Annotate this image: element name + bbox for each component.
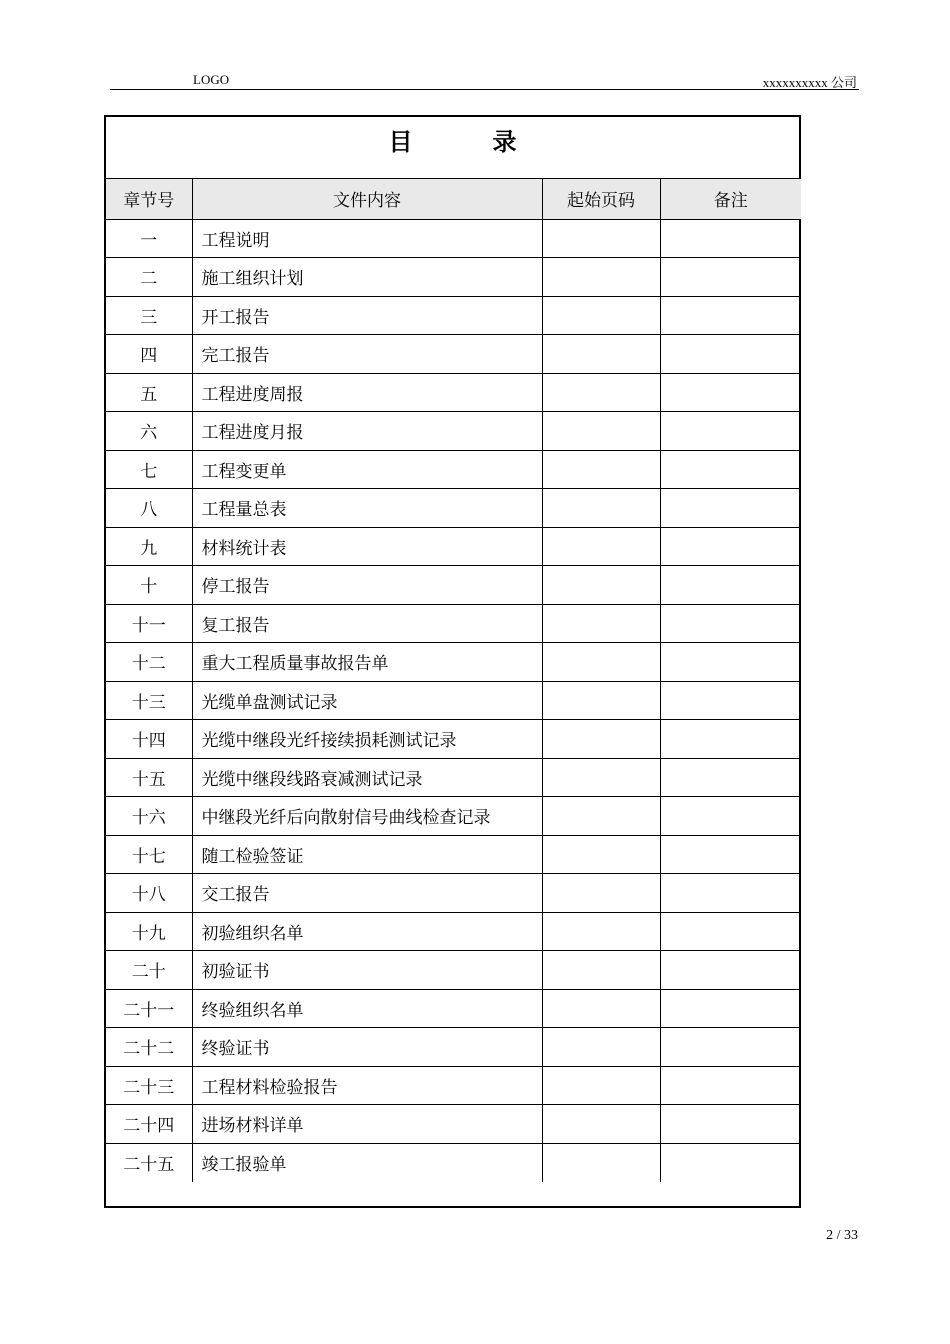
note-cell xyxy=(660,912,801,951)
table-row xyxy=(106,489,801,528)
start-page-cell xyxy=(542,1066,660,1105)
toc-table-frame xyxy=(104,115,801,1208)
column-header-note: 备注 xyxy=(660,179,801,219)
chapter-number-cell: 一 xyxy=(106,219,192,258)
table-row xyxy=(106,527,801,566)
company-name: xxxxxxxxxx 公司 xyxy=(762,75,857,90)
toc-title-cell xyxy=(106,117,799,180)
column-header-content: 文件内容 xyxy=(192,179,542,219)
note-cell xyxy=(660,219,801,258)
content-cell: 重大工程质量事故报告单 xyxy=(192,643,542,682)
start-page-cell xyxy=(542,720,660,759)
content-cell: 初验证书 xyxy=(192,951,542,990)
content-cell: 初验组织名单 xyxy=(192,912,542,951)
note-cell xyxy=(660,373,801,412)
start-page-cell xyxy=(542,219,660,258)
table-row xyxy=(106,912,801,951)
column-header-start-page: 起始页码 xyxy=(542,179,660,219)
table-row xyxy=(106,643,801,682)
column-header-chapter: 章节号 xyxy=(106,179,192,219)
note-cell xyxy=(660,527,801,566)
note-cell xyxy=(660,720,801,759)
start-page-cell xyxy=(542,258,660,297)
toc-body xyxy=(106,219,801,1182)
content-cell: 进场材料详单 xyxy=(192,1105,542,1144)
chapter-number-cell: 二十五 xyxy=(106,1143,192,1182)
start-page-cell xyxy=(542,951,660,990)
start-page-cell xyxy=(542,643,660,682)
table-row xyxy=(106,951,801,990)
note-cell xyxy=(660,835,801,874)
content-cell: 工程进度周报 xyxy=(192,373,542,412)
start-page-cell xyxy=(542,681,660,720)
start-page-cell xyxy=(542,412,660,451)
content-cell: 光缆中继段线路衰减测试记录 xyxy=(192,758,542,797)
note-cell xyxy=(660,1143,801,1182)
chapter-number-cell: 二 xyxy=(106,258,192,297)
note-cell xyxy=(660,1028,801,1067)
note-cell xyxy=(660,296,801,335)
content-cell: 工程说明 xyxy=(192,219,542,258)
table-row xyxy=(106,1028,801,1067)
chapter-number-cell: 十七 xyxy=(106,835,192,874)
chapter-number-cell: 十四 xyxy=(106,720,192,759)
content-cell: 随工检验签证 xyxy=(192,835,542,874)
start-page-cell xyxy=(542,566,660,605)
chapter-number-cell: 六 xyxy=(106,412,192,451)
content-cell: 工程材料检验报告 xyxy=(192,1066,542,1105)
table-row xyxy=(106,566,801,605)
note-cell xyxy=(660,989,801,1028)
chapter-number-cell: 八 xyxy=(106,489,192,528)
table-row xyxy=(106,1066,801,1105)
page-indicator: 2 / 33 xyxy=(826,1228,858,1243)
content-cell: 完工报告 xyxy=(192,335,542,374)
table-row xyxy=(106,258,801,297)
start-page-cell xyxy=(542,527,660,566)
content-cell: 工程量总表 xyxy=(192,489,542,528)
table-row xyxy=(106,758,801,797)
content-cell: 停工报告 xyxy=(192,566,542,605)
note-cell xyxy=(660,489,801,528)
note-cell xyxy=(660,874,801,913)
content-cell: 中继段光纤后向散射信号曲线检查记录 xyxy=(192,797,542,836)
chapter-number-cell: 二十四 xyxy=(106,1105,192,1144)
content-cell: 终验证书 xyxy=(192,1028,542,1067)
start-page-cell xyxy=(542,373,660,412)
logo-text: LOGO xyxy=(193,72,230,87)
table-row xyxy=(106,219,801,258)
chapter-number-cell: 十九 xyxy=(106,912,192,951)
content-cell: 光缆中继段光纤接续损耗测试记录 xyxy=(192,720,542,759)
toc-table xyxy=(106,179,801,1182)
chapter-number-cell: 二十一 xyxy=(106,989,192,1028)
note-cell xyxy=(660,643,801,682)
table-row xyxy=(106,835,801,874)
start-page-cell xyxy=(542,912,660,951)
start-page-cell xyxy=(542,1105,660,1144)
content-cell: 开工报告 xyxy=(192,296,542,335)
chapter-number-cell: 十八 xyxy=(106,874,192,913)
table-row xyxy=(106,681,801,720)
chapter-number-cell: 十三 xyxy=(106,681,192,720)
table-row xyxy=(106,720,801,759)
table-row xyxy=(106,412,801,451)
chapter-number-cell: 十二 xyxy=(106,643,192,682)
note-cell xyxy=(660,566,801,605)
table-row xyxy=(106,335,801,374)
note-cell xyxy=(660,450,801,489)
start-page-cell xyxy=(542,874,660,913)
toc-title: 目录 xyxy=(388,128,597,156)
content-cell: 材料统计表 xyxy=(192,527,542,566)
chapter-number-cell: 十五 xyxy=(106,758,192,797)
start-page-cell xyxy=(542,797,660,836)
chapter-number-cell: 二十三 xyxy=(106,1066,192,1105)
start-page-cell xyxy=(542,296,660,335)
chapter-number-cell: 五 xyxy=(106,373,192,412)
note-cell xyxy=(660,604,801,643)
note-cell xyxy=(660,681,801,720)
table-row xyxy=(106,797,801,836)
content-cell: 竣工报验单 xyxy=(192,1143,542,1182)
start-page-cell xyxy=(542,450,660,489)
chapter-number-cell: 七 xyxy=(106,450,192,489)
content-cell: 光缆单盘测试记录 xyxy=(192,681,542,720)
page-header xyxy=(110,70,859,90)
start-page-cell xyxy=(542,335,660,374)
content-cell: 交工报告 xyxy=(192,874,542,913)
start-page-cell xyxy=(542,1028,660,1067)
chapter-number-cell: 二十二 xyxy=(106,1028,192,1067)
note-cell xyxy=(660,951,801,990)
table-row xyxy=(106,1143,801,1182)
table-row xyxy=(106,1105,801,1144)
table-row xyxy=(106,874,801,913)
content-cell: 工程变更单 xyxy=(192,450,542,489)
chapter-number-cell: 四 xyxy=(106,335,192,374)
chapter-number-cell: 十六 xyxy=(106,797,192,836)
table-row xyxy=(106,373,801,412)
chapter-number-cell: 十 xyxy=(106,566,192,605)
note-cell xyxy=(660,258,801,297)
chapter-number-cell: 二十 xyxy=(106,951,192,990)
start-page-cell xyxy=(542,989,660,1028)
content-cell: 复工报告 xyxy=(192,604,542,643)
note-cell xyxy=(660,1105,801,1144)
start-page-cell xyxy=(542,489,660,528)
note-cell xyxy=(660,1066,801,1105)
content-cell: 工程进度月报 xyxy=(192,412,542,451)
chapter-number-cell: 九 xyxy=(106,527,192,566)
note-cell xyxy=(660,335,801,374)
table-row xyxy=(106,604,801,643)
chapter-number-cell: 三 xyxy=(106,296,192,335)
start-page-cell xyxy=(542,1143,660,1182)
table-row xyxy=(106,450,801,489)
toc-header-row xyxy=(106,179,801,219)
table-row xyxy=(106,296,801,335)
note-cell xyxy=(660,412,801,451)
start-page-cell xyxy=(542,835,660,874)
content-cell: 终验组织名单 xyxy=(192,989,542,1028)
chapter-number-cell: 十一 xyxy=(106,604,192,643)
start-page-cell xyxy=(542,604,660,643)
start-page-cell xyxy=(542,758,660,797)
note-cell xyxy=(660,797,801,836)
note-cell xyxy=(660,758,801,797)
content-cell: 施工组织计划 xyxy=(192,258,542,297)
table-row xyxy=(106,989,801,1028)
